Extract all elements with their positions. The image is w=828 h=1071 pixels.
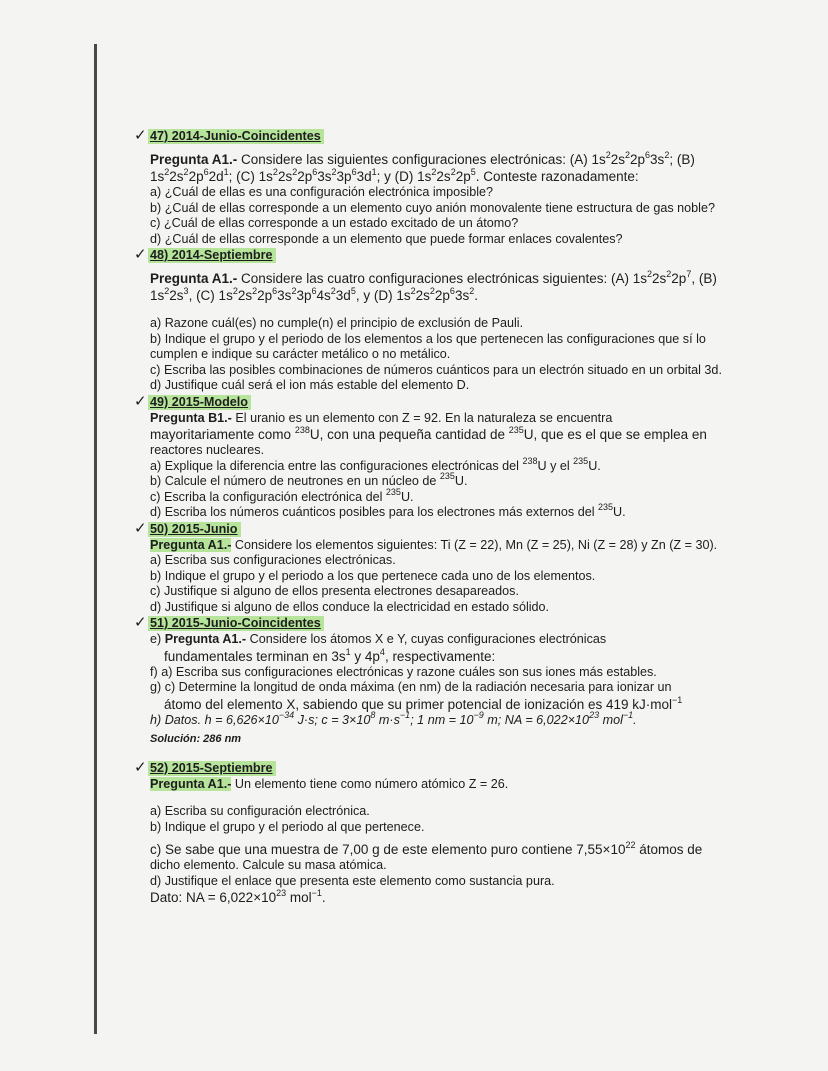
- item-d: d) ¿Cuál de ellas corresponde a un elemento que puede formar enlaces covalentes?: [150, 231, 623, 246]
- item-b: b) ¿Cuál de ellas corresponde a un elemento cuyo anión monovalente tiene estructura de gas noble?: [150, 200, 715, 215]
- solution: Solución: 286 nm: [150, 733, 242, 745]
- item-d: d) Justifique el enlace que presenta este elemento como sustancia pura.: [150, 873, 555, 888]
- section-52: [134, 758, 728, 907]
- document-body: [134, 127, 728, 906]
- check-mark-icon: ✓: [134, 392, 147, 410]
- check-mark-icon: ✓: [134, 519, 147, 537]
- question: [150, 538, 728, 616]
- section-title: 51) 2015-Junio-Coincidentes: [148, 616, 324, 631]
- item-a: a) Razone cuál(es) no cumple(n) el principio de exclusión de Pauli.: [150, 316, 524, 330]
- item-a: a) Explique la diferencia entre las configuraciones electrónicas del $^{238}$U y el $^{235}$U.: [150, 455, 601, 473]
- item-b: b) Indique el grupo y el periodo al que pertenece.: [150, 819, 425, 834]
- question: [150, 151, 728, 247]
- section-title: 48) 2014-Septiembre: [148, 248, 276, 263]
- item-d: d) Justifique cuál será el ion más estable del elemento D.: [150, 378, 470, 392]
- data-line: h) Datos. $h = 6,626\times 10^{-34}$ J·s; $c = 3\times 10^8$ $m\cdot s^{-1}$; 1 nm = $10^{-9}$ m; NA = $6,022\times 10^{23}$ mol$^{-1}$.: [150, 709, 637, 727]
- data-line: Dato: NA = $6,022\times 10^{23}$ mol$^{-1}$.: [150, 888, 326, 905]
- question: [150, 270, 728, 394]
- item-c-cont: dicho elemento. Calcule su masa atómica.: [150, 858, 387, 872]
- section-49: [134, 392, 728, 521]
- section-48: [134, 246, 728, 394]
- item-f: f) a) Escriba sus configuraciones electrónicas y razone cuáles son sus iones más estables.: [150, 664, 657, 679]
- section-title: 47) 2014-Junio-Coincidentes: [148, 129, 324, 144]
- check-mark-icon: ✓: [134, 758, 147, 776]
- question-intro: Pregunta A1.- Un elemento tiene como número atómico Z = 26.: [150, 776, 509, 791]
- item-d: d) Justifique si alguno de ellos conduce la electricidad en estado sólido.: [150, 599, 550, 614]
- question: [150, 777, 728, 907]
- item-g: g) c) Determine la longitud de onda máxima (en nm) de la radiación necesaria para ionizar un: [150, 680, 672, 694]
- margin-line: [94, 44, 97, 1034]
- item-a: a) ¿Cuál de ellas es una configuración electrónica imposible?: [150, 185, 494, 199]
- check-mark-icon: ✓: [134, 246, 147, 263]
- section-title: 49) 2015-Modelo: [148, 395, 251, 410]
- item-b: b) Indique el grupo y el periodo de los elementos a los que pertenecen las configuraciones que sí lo cumplen e indique su carácter metálico o no metálico.: [150, 331, 706, 361]
- item-b: b) Indique el grupo y el periodo a los que pertenece cada uno de los elementos.: [150, 568, 596, 583]
- question-intro: Pregunta A1.- Considere los elementos siguientes: Ti (Z = 22), Mn (Z = 25), Ni (Z = 28) y Zn (Z = 30).: [150, 537, 718, 552]
- item-a: a) Escriba sus configuraciones electrónicas.: [150, 553, 396, 567]
- question-intro: Pregunta A1.- Considere las siguientes configuraciones electrónicas: (A) $1s^22s^22p^63s^2$; (B) $1s^22s^22p^62d^1$; (C) $1s^22s^22p^63s^23p^63d^1$; y (D) $1s^22s^22p^5$. Conteste razonadamente:: [150, 150, 695, 184]
- section-51: [134, 614, 728, 748]
- item-c: c) Se sabe que una muestra de 7,00 g de este elemento puro contiene $7,55\times 10^{22}$ átomos de: [150, 840, 703, 857]
- section-50: [134, 519, 728, 616]
- question: [150, 632, 728, 728]
- check-mark-icon: ✓: [134, 614, 147, 631]
- question-text: mayoritariamente como $^{238}$U, con una pequeña cantidad de $^{235}$U, que es el que se emplea en: [150, 425, 707, 442]
- section-47: [134, 127, 728, 247]
- check-mark-icon: ✓: [134, 127, 147, 144]
- question-text: reactores nucleares.: [150, 443, 265, 457]
- item-c: c) Justifique si alguno de ellos presenta electrones desapareados.: [150, 584, 519, 598]
- question-text: átomo del elemento X, sabiendo que su primer potencial de ionización es 419 kJ·mol$^{-1}$: [164, 694, 683, 712]
- question: [150, 411, 728, 521]
- question-intro: Pregunta A1.- Considere las cuatro configuraciones electrónicas siguientes: (A) $1s^22s^22p^7$, (B) $1s^22s^3$, (C) $1s^22s^22p^63s^23p^64s^23d^5$, y (D) $1s^22s^22p^63s^2$.: [150, 269, 717, 303]
- item-c: c) Escriba las posibles combinaciones de números cuánticos para un electrón situado en un orbital 3d.: [150, 362, 722, 377]
- section-title: 52) 2015-Septiembre: [148, 761, 276, 776]
- question-intro: Pregunta B1.- El uranio es un elemento con Z = 92. En la naturaleza se encuentra: [150, 410, 613, 425]
- question-text: fundamentales terminan en $3s^1$ y $4p^4$, respectivamente:: [164, 646, 496, 664]
- item-c: c) Escriba la configuración electrónica del $^{235}$U.: [150, 486, 414, 504]
- question-intro: e) Pregunta A1.- Considere los átomos X e Y, cuyas configuraciones electrónicas: [150, 632, 607, 646]
- item-a: a) Escriba su configuración electrónica.: [150, 804, 370, 818]
- section-title: 50) 2015-Junio: [148, 522, 241, 537]
- item-b: b) Calcule el número de neutrones en un núcleo de $^{235}$U.: [150, 471, 468, 488]
- item-c: c) ¿Cuál de ellas corresponde a un estado excitado de un átomo?: [150, 216, 519, 230]
- item-d: d) Escriba los números cuánticos posibles para los electrones más externos del $^{235}$U.: [150, 502, 626, 519]
